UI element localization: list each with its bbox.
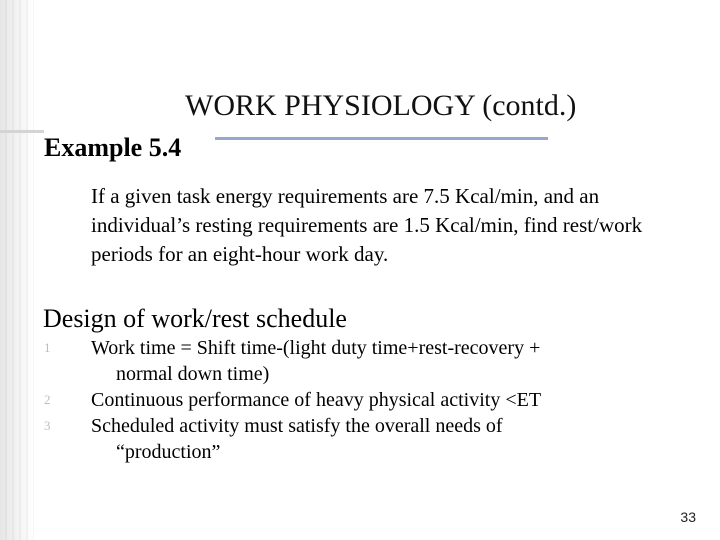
example-heading: Example 5.4	[44, 133, 182, 162]
slide-title: WORK PHYSIOLOGY (contd.)	[185, 89, 577, 122]
list-item	[44, 387, 691, 413]
list-item-number: 2	[44, 392, 51, 407]
title-rule-left	[0, 130, 44, 133]
list-item-continuation: “production”	[116, 441, 221, 463]
list-item-text	[91, 413, 691, 465]
list-item-number: 1	[44, 340, 51, 355]
list-item-line: Scheduled activity must satisfy the overall needs of	[91, 415, 503, 437]
list-item	[44, 413, 691, 465]
page-number: 33	[680, 509, 696, 525]
list-item-text	[91, 387, 691, 413]
list-item-number: 3	[44, 418, 51, 433]
list-item-text	[91, 335, 691, 387]
list-item-continuation: normal down time)	[116, 363, 270, 385]
list-item	[44, 335, 691, 387]
list-item-line: Continuous performance of heavy physical activity <ET	[91, 389, 542, 411]
problem-statement: If a given task energy requirements are 7.5 Kcal/min, and an individual’s resting requirements are 1.5 Kcal/min, find rest/work periods for an eight-hour work day.	[91, 184, 643, 266]
left-decorative-band	[0, 0, 34, 540]
list-item-line: Work time = Shift time-(light duty time+rest-recovery +	[91, 337, 541, 359]
title-rule-accent	[215, 137, 548, 140]
schedule-list	[44, 335, 691, 465]
section-heading: Design of work/rest schedule	[43, 304, 347, 333]
